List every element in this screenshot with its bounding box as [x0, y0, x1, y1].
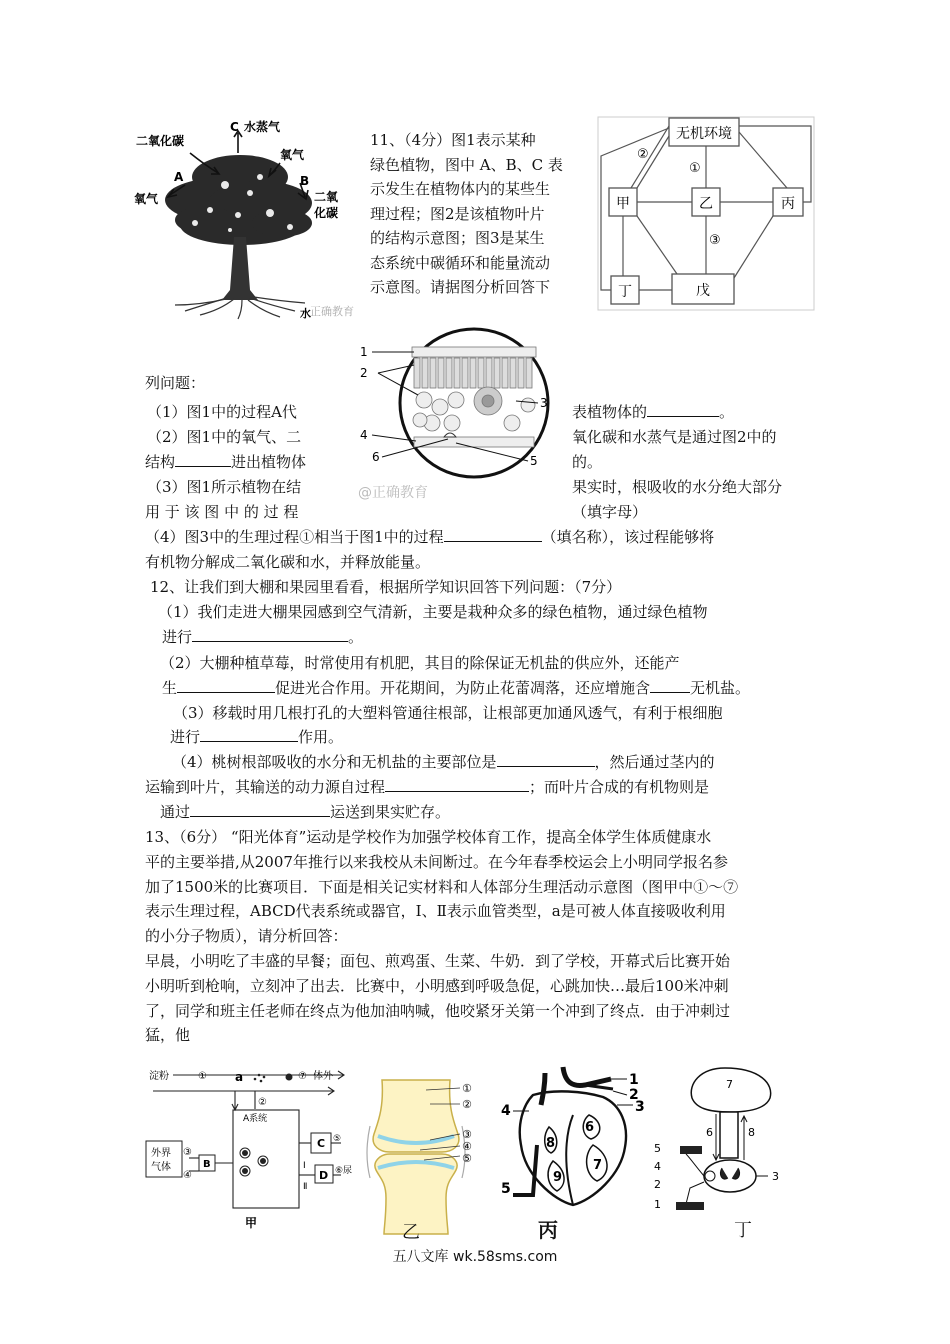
tree-canopy — [165, 155, 312, 245]
q12-p1b: 进行 。 — [162, 625, 363, 649]
figure-3-carbon-cycle — [597, 116, 819, 312]
tree-roots — [175, 297, 305, 319]
jia-c1: ① — [198, 1071, 207, 1082]
fig2-label-6: 6 — [372, 450, 380, 464]
jia-v1: Ⅰ — [303, 1161, 306, 1171]
figure-1-tree — [130, 115, 355, 325]
q11-p2-right: 氧化碳和水蒸气是通过图2中的 — [572, 428, 777, 446]
q11-p2b-right: 的。 — [572, 453, 603, 471]
yi-label-3: ③ — [462, 1128, 472, 1141]
fig2-watermark: @正确教育 — [358, 485, 428, 501]
jia-urine: 尿 — [343, 1166, 353, 1176]
fig3-env: 无机环境 — [676, 126, 732, 142]
bing-label-6: 6 — [585, 1120, 595, 1135]
fig1-co2-top: 二氧 — [136, 134, 161, 148]
fig2-label-4: 4 — [360, 428, 368, 442]
figure-bing — [493, 1065, 653, 1215]
jia-sys: A系统 — [243, 1114, 268, 1124]
bing-label-9: 9 — [553, 1170, 563, 1185]
q11-p2b-left: 结构 进出植物体 — [145, 450, 306, 474]
q11-p4a: （4）图3中的生理过程①相当于图1中的过程 （填名称），该过程能够将 — [145, 525, 714, 549]
bing-label-1: 1 — [629, 1072, 639, 1088]
yi-label-5: ⑤ — [462, 1152, 472, 1165]
figure-ding — [650, 1064, 815, 1214]
answer-blank[interactable] — [385, 775, 529, 792]
jia-b: B — [203, 1159, 211, 1170]
jia-c7: ⑦ — [298, 1071, 307, 1082]
fig1-co2-right-bottom: 化碳 — [314, 206, 339, 220]
figure-2-leaf — [352, 325, 552, 505]
q11-p1-left: （1）图1中的过程A代 — [147, 403, 297, 421]
q11-p3-left: （3）图1所示植物在结 — [147, 478, 302, 496]
answer-blank[interactable] — [650, 676, 690, 693]
ding-label-8: 8 — [748, 1126, 755, 1139]
q11-p4b: 有机物分解成二氧化碳和水，并释放能量。 — [145, 553, 431, 571]
answer-blank[interactable] — [444, 525, 542, 542]
answer-blank[interactable] — [190, 800, 330, 817]
jia-c2: ② — [258, 1097, 267, 1108]
jia-air1: 外界 — [151, 1148, 171, 1159]
jia-c: C — [317, 1137, 326, 1150]
footer-watermark: 五八文库 wk.58sms.com — [392, 1249, 558, 1265]
fig1-watermark: 正确教育 — [310, 305, 354, 318]
ding-label-7: 7 — [726, 1078, 733, 1091]
bing-label-8: 8 — [546, 1136, 556, 1151]
fig1-o2-left: 氧气 — [134, 192, 159, 206]
q12-p2b: 生 促进光合作用。开花期间，为防止花蕾凋落，还应增施含 无机盐。 — [162, 676, 750, 700]
answer-blank[interactable] — [175, 450, 231, 467]
answer-blank[interactable] — [177, 676, 275, 693]
fig1-co2-right-top: 二氧 — [314, 190, 339, 204]
yi-label-2: ② — [462, 1098, 472, 1111]
answer-blank[interactable] — [192, 625, 348, 642]
ding-label-6: 6 — [706, 1126, 713, 1139]
fig1-b-label: B — [300, 174, 310, 188]
ding-label-2: 2 — [654, 1178, 661, 1191]
bing-label-2: 2 — [629, 1087, 639, 1103]
fig2-label-5: 5 — [530, 454, 538, 468]
jia-v2: Ⅱ — [303, 1182, 308, 1192]
answer-blank[interactable] — [647, 400, 719, 417]
fig3-c3: ③ — [709, 233, 721, 248]
ding-caption: 丁 — [734, 1220, 752, 1241]
bing-caption: 丙 — [538, 1218, 558, 1242]
yi-label-1: ① — [462, 1082, 472, 1095]
fig3-wu: 戊 — [696, 283, 710, 299]
q12-p2a: （2）大棚种植草莓，时常使用有机肥，其目的除保证无机盐的供应外，还能产 — [160, 654, 680, 672]
q13-text: 13、（6分） “阳光体育”运动是学校作为加强学校体育工作，提高全体学生体质健康水 平的主要举措,从2007年推行以来我校从未间断过。在今年春季校运会上小明同学报名参 加了1500米的比赛项目．下面是相关记实材料和人体部分生理活动示意图（图甲中①～⑦ 表示生理过程，ABCD代表系统或器官，Ⅰ、Ⅱ表示血管类型，a是可被人体直接吸收利用 的小分子物质），请分析回答： 早晨，小明吃了丰盛的早餐；面包、煎鸡蛋、生菜、牛奶．到了学校，开幕式后比赛开始 小明听到枪响，立刻冲了出去．比赛中，小明感到呼吸急促，心跳加快…最后100米冲刺 了，同学和班主任老师在终点为他加油呐喊，他咬紧牙关第一个冲到了终点．由于冲刺过 猛，他 — [145, 828, 739, 1045]
jia-air2: 气体 — [151, 1162, 171, 1173]
q12-p3a: （3）移载时用几根打孔的大塑料管通往根部，让根部更加通风透气，有利于根细胞 — [173, 704, 723, 722]
q11-p2-left: （2）图1中的氧气、二 — [147, 428, 302, 446]
fig2-label-1: 1 — [360, 345, 368, 359]
fig1-water-vapor: 水蒸气 — [244, 120, 281, 134]
fig1-c-label: C — [230, 120, 239, 134]
q12-title: 12、让我们到大棚和果园里看看，根据所学知识回答下列问题：（7分） — [150, 578, 622, 596]
q12-p3b: 进行 作用。 — [170, 725, 343, 749]
fig2-label-3: 3 — [540, 396, 548, 410]
q12-p4c: 通过 运送到果实贮存。 — [160, 800, 450, 824]
ding-label-1: 1 — [654, 1198, 661, 1211]
figure-jia — [143, 1063, 353, 1238]
fig3-ding: 丁 — [618, 284, 632, 300]
jia-starch: 淀粉 — [149, 1071, 169, 1082]
q12-p4b: 运输到叶片，其输送的动力源自过程 ；而叶片合成的有机物则是 — [145, 775, 709, 799]
fig3-c2: ② — [637, 147, 649, 162]
q12-p4a: （4）桃树根部吸收的水分和无机盐的主要部位是 ，然后通过茎内的 — [172, 750, 715, 774]
fig2-label-2: 2 — [360, 366, 368, 380]
fig1-co2-bottom: 化碳 — [160, 134, 185, 148]
ding-label-3: 3 — [772, 1170, 779, 1183]
jia-c4: ④ — [183, 1170, 192, 1181]
q12-p1a: （1）我们走进大棚果园感到空气清新，主要是栽种众多的绿色植物，通过绿色植物 — [158, 603, 708, 621]
figure-yi — [360, 1078, 485, 1240]
answer-blank[interactable] — [200, 725, 298, 742]
ding-label-4: 4 — [654, 1160, 661, 1173]
fig3-yi: 乙 — [699, 196, 713, 212]
bing-label-5: 5 — [501, 1181, 511, 1197]
jia-out: 体外 — [313, 1071, 333, 1082]
fig1-o2-right: 氧气 — [280, 148, 305, 162]
answer-blank[interactable] — [497, 750, 595, 767]
q11-p3b-right: （填字母） — [572, 503, 648, 521]
jia-c3: ③ — [183, 1147, 192, 1158]
tree-trunk — [222, 237, 258, 300]
q11-p1-right: 表植物体的 。 — [572, 400, 734, 424]
jia-caption: 甲 — [245, 1216, 258, 1230]
jia-c5: ⑤ — [333, 1134, 342, 1144]
ding-label-5: 5 — [654, 1142, 661, 1155]
jia-c6: ⑥ — [335, 1166, 344, 1176]
q11-cont: 列问题： — [145, 374, 206, 392]
bing-label-4: 4 — [501, 1103, 511, 1119]
bing-label-3: 3 — [635, 1099, 645, 1115]
q11-p3b-left: 用 于 该 图 中 的 过 程 — [145, 503, 299, 521]
fig3-bing: 丙 — [781, 196, 795, 212]
yi-caption: 乙 — [402, 1222, 420, 1243]
jia-a: a — [235, 1070, 244, 1084]
q11-intro: 11、（4分）图1表示某种 绿色植物，图中 A、B、C 表 示发生在植物体内的某些生 理过程；图2是该植物叶片 的结构示意图；图3是某生 态系统中碳循环和能量流动 示意图。请据图分析回答下 — [370, 131, 563, 296]
fig3-c1: ① — [689, 161, 701, 176]
jia-d: D — [319, 1169, 329, 1182]
yi-label-4: ④ — [462, 1140, 472, 1153]
fig3-jia: 甲 — [616, 196, 630, 212]
fig1-a-label: A — [174, 170, 184, 184]
q11-p3-right: 果实时，根吸收的水分绝大部分 — [572, 478, 783, 496]
bing-label-7: 7 — [593, 1158, 603, 1173]
fig1-water: 水 — [300, 307, 311, 320]
